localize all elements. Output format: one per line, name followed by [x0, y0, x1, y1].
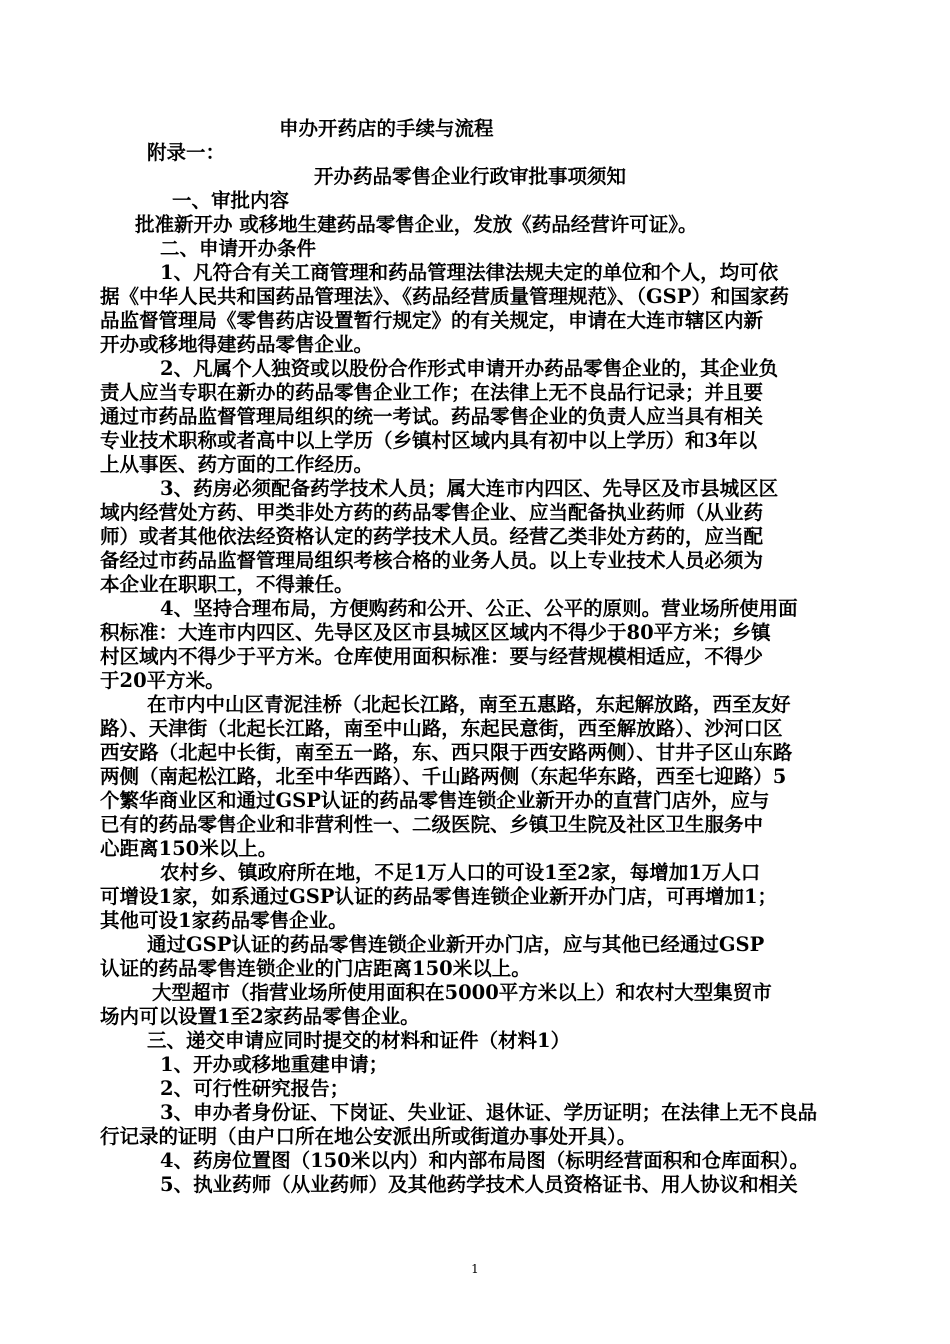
list-item: 1、开办或移地重建申请； — [160, 1053, 389, 1076]
document-title: 申办开药店的手续与流程 — [279, 117, 494, 140]
list-item: 行记录的证明（由户口所在地公安派出所或街道办事处开具）。 — [100, 1125, 637, 1148]
paragraph-line: 村区域内不得少于平方米。仓库使用面积标准：要与经营规模相适应，不得少 — [100, 645, 764, 668]
paragraph-line: 认证的药品零售连锁企业的门店距离150米以上。 — [100, 957, 531, 980]
list-item: 2、可行性研究报告； — [160, 1077, 350, 1100]
paragraph-line: 据《中华人民共和国药品管理法》、《药品经营质量管理规范》、（GSP）和国家药 — [100, 285, 789, 308]
list-item: 4、药房位置图（150米以内）和内部布局图（标明经营面积和仓库面积）。 — [160, 1149, 810, 1172]
paragraph-line: 4、坚持合理布局，方便购药和公开、公正、公平的原则。营业场所使用面 — [160, 597, 798, 620]
page-number: 1 — [471, 1262, 479, 1276]
appendix-label: 附录一： — [147, 141, 226, 164]
paragraph-line: 积标准：大连市内四区、先导区及区市县城区区域内不得少于80平方米；乡镇 — [100, 621, 771, 644]
paragraph-line: 通过市药品监督管理局组织的统一考试。药品零售企业的负责人应当具有相关 — [100, 405, 764, 428]
paragraph-line: 域内经营处方药、甲类非处方药的药品零售企业、应当配备执业药师（从业药 — [100, 501, 764, 524]
paragraph-line: 两侧（南起松江路，北至中华西路）、千山路两侧（东起华东路，西至七迎路）5 — [100, 765, 787, 788]
paragraph-line: 本企业在职职工，不得兼任。 — [100, 573, 354, 596]
paragraph-line: 心距离150米以上。 — [100, 837, 278, 860]
paragraph-line: 农村乡、镇政府所在地，不足1万人口的可设1至2家，每增加1万人口 — [160, 861, 761, 884]
paragraph-line: 品监督管理局《零售药店设置暂行规定》的有关规定，申请在大连市辖区内新 — [100, 309, 764, 332]
section-heading: 三、递交申请应同时提交的材料和证件（材料1） — [147, 1029, 571, 1052]
paragraph-line: 其他可设1家药品零售企业。 — [100, 909, 348, 932]
paragraph-line: 通过GSP认证的药品零售连锁企业新开办门店，应与其他已经通过GSP — [147, 933, 765, 956]
paragraph-line: 在市内中山区青泥洼桥（北起长江路，南至五惠路，东起解放路，西至友好 — [147, 693, 791, 716]
paragraph-line: 于20平方米。 — [100, 669, 225, 692]
paragraph-line: 开办或移地得建药品零售企业。 — [100, 333, 374, 356]
paragraph-line: 场内可以设置1至2家药品零售企业。 — [100, 1005, 420, 1028]
paragraph-line: 西安路（北起中长街，南至五一路，东、西只限于西安路两侧）、甘井子区山东路 — [100, 741, 793, 764]
paragraph-line: 可增设1家，如系通过GSP认证的药品零售连锁企业新开办门店，可再增加1； — [100, 885, 778, 908]
paragraph-line: 路）、天津街（北起长江路，南至中山路，东起民意街，西至解放路）、沙河口区 — [100, 717, 783, 740]
section-heading: 一、审批内容 — [172, 189, 290, 212]
list-item: 5、执业药师（从业药师）及其他药学技术人员资格证书、用人协议和相关 — [160, 1173, 798, 1196]
paragraph-line: 批准新开办 或移地生建药品零售企业，发放《药品经营许可证》。 — [135, 213, 698, 236]
paragraph-line: 3、药房必须配备药学技术人员；属大连市内四区、先导区及市县城区区 — [160, 477, 779, 500]
section-heading: 二、申请开办条件 — [160, 237, 317, 260]
paragraph-line: 专业技术职称或者高中以上学历（乡镇村区域内具有初中以上学历）和3年以 — [100, 429, 758, 452]
paragraph-line: 1、凡符合有关工商管理和药品管理法律法规夫定的单位和个人，均可依 — [160, 261, 779, 284]
paragraph-line: 责人应当专职在新办的药品零售企业工作；在法律上无不良品行记录；并且要 — [100, 381, 764, 404]
paragraph-line: 2、凡属个人独资或以股份合作形式申请开办药品零售企业的，其企业负 — [160, 357, 779, 380]
paragraph-line: 大型超市（指营业场所使用面积在5000平方米以上）和农村大型集贸市 — [152, 981, 772, 1004]
document-subtitle: 开办药品零售企业行政审批事项须知 — [314, 165, 627, 188]
paragraph-line: 个繁华商业区和通过GSP认证的药品零售连锁企业新开办的直营门店外，应与 — [100, 789, 770, 812]
paragraph-line: 师）或者其他依法经资格认定的药学技术人员。经营乙类非处方药的，应当配 — [100, 525, 764, 548]
list-item: 3、申办者身份证、下岗证、失业证、退休证、学历证明；在法律上无不良品 — [160, 1101, 818, 1124]
paragraph-line: 上从事医、药方面的工作经历。 — [100, 453, 374, 476]
paragraph-line: 已有的药品零售企业和非营利性一、二级医院、乡镇卫生院及社区卫生服务中 — [100, 813, 764, 836]
paragraph-line: 备经过市药品监督管理局组织考核合格的业务人员。以上专业技术人员必须为 — [100, 549, 764, 572]
